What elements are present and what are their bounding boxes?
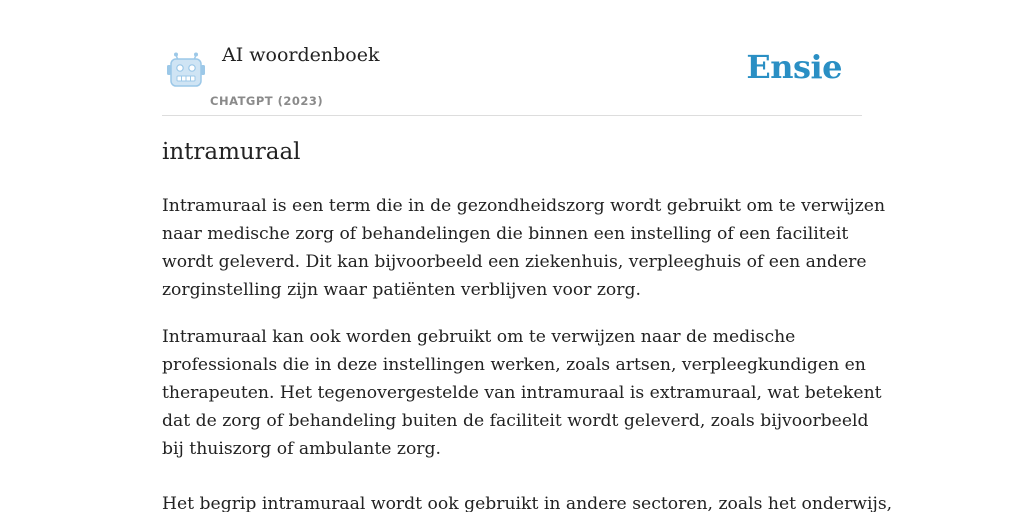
content-container: [162, 0, 893, 512]
paragraph-line: dat de zorg of behandeling buiten de faciliteit wordt geleverd, zoals bijvoorbeeld: [162, 411, 869, 431]
ensie-logo[interactable]: Ensie: [746, 48, 842, 86]
definition-paragraph: [162, 490, 893, 512]
definition-paragraph: [162, 192, 886, 304]
paragraph-line: wordt geleverd. Dit kan bijvoorbeeld een ziekenhuis, verpleeghuis of een andere: [162, 252, 867, 272]
definition-paragraph: [162, 323, 882, 463]
paragraph-line: naar medische zorg of behandelingen die binnen een instelling of een faciliteit: [162, 224, 849, 244]
paragraph-line: Het begrip intramuraal wordt ook gebruikt in andere sectoren, zoals het onderwijs,: [162, 494, 893, 512]
paragraph-line: zorginstelling zijn waar patiënten verblijven voor zorg.: [162, 280, 641, 300]
paragraph-line: bij thuiszorg of ambulante zorg.: [162, 439, 441, 459]
robot-icon: [166, 51, 206, 89]
source-subtitle: CHATGPT (2023): [210, 94, 324, 108]
paragraph-line: professionals die in deze instellingen werken, zoals artsen, verpleegkundigen en: [162, 355, 866, 375]
source-title[interactable]: AI woordenboek: [222, 44, 380, 66]
paragraph-line: therapeuten. Het tegenovergestelde van intramuraal is extramuraal, wat betekent: [162, 383, 882, 403]
paragraph-line: Intramuraal kan ook worden gebruikt om te verwijzen naar de medische: [162, 327, 796, 347]
paragraph-line: Intramuraal is een term die in de gezondheidszorg wordt gebruikt om te verwijzen: [162, 196, 886, 216]
entry-header: [162, 0, 862, 116]
entry-title: intramuraal: [162, 139, 301, 165]
